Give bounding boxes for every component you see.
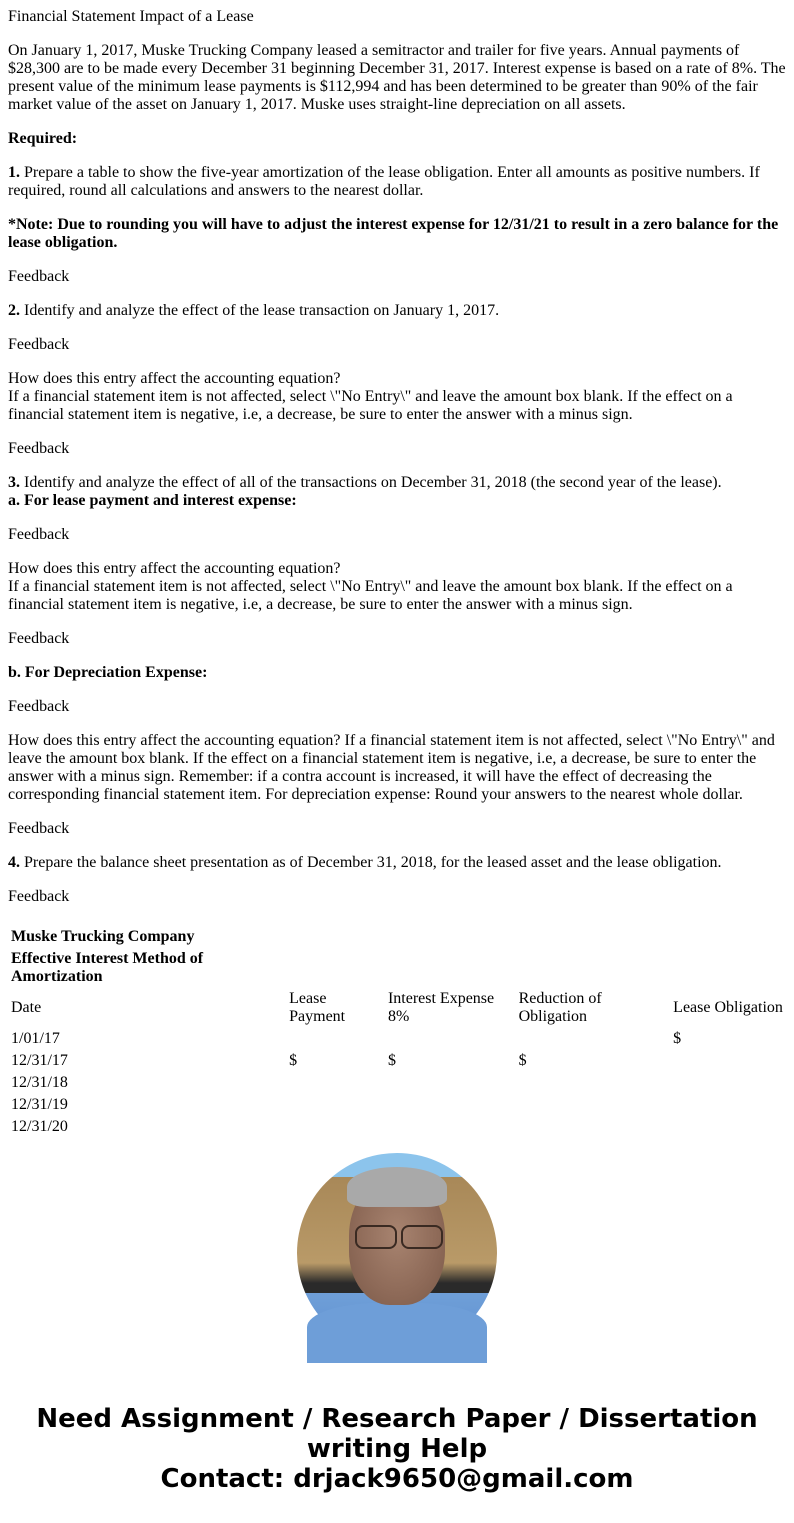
promo-footer — [0, 1404, 794, 1494]
lease-obligation-cell[interactable] — [672, 1051, 784, 1071]
reduction-cell[interactable] — [518, 1117, 671, 1137]
feedback-link[interactable]: Feedback — [8, 268, 70, 285]
equation-instructions: If a financial statement item is not affected, select \"No Entry\" and leave the amount box blank. If the effect on a financial statement item is negative, i.e, a decrease, be sure to enter the answer with a minus sign. — [8, 388, 733, 423]
feedback-link[interactable]: Feedback — [8, 888, 70, 905]
question-3 — [8, 474, 786, 510]
lease-payment-cell[interactable] — [288, 1029, 385, 1049]
feedback-link[interactable]: Feedback — [8, 820, 70, 837]
table-row — [10, 1051, 784, 1071]
lease-obligation-cell[interactable] — [672, 1095, 784, 1115]
lease-payment-cell[interactable] — [288, 1117, 385, 1137]
feedback-link[interactable]: Feedback — [8, 440, 70, 457]
table-row — [10, 1073, 784, 1093]
lease-obligation-cell[interactable]: $ — [673, 1030, 682, 1047]
amortization-table — [8, 925, 786, 1139]
feedback-link[interactable]: Feedback — [8, 336, 70, 353]
row-date: 1/01/17 — [11, 1030, 60, 1047]
problem-intro: On January 1, 2017, Muske Trucking Company leased a semitractor and trailer for five years. Annual payments of $28,300 are to be made every December 31 beginning December 31, 2017. Interest expense is based on a rate of 8%. The present value of the minimum lease payments is $112,994 and has been determined to be greater than 90% of the fair market value of the asset on January 1, 2017. Muske uses straight-line depreciation on all assets. — [8, 42, 786, 113]
table-row — [10, 1029, 784, 1049]
table-subtitle: Effective Interest Method of Amortization — [11, 950, 204, 985]
depreciation-instructions: How does this entry affect the accounting equation? If a financial statement item is not affected, select \"No Entry\" and leave the amount box blank. If the effect on a financial statement item is negative, i.e, a decrease, be sure to enter the answer with a minus sign. Remember: if a contra account is increased, it will have the effect of decreasing the corresponding financial statement item. For depreciation expense: Round your answers to the nearest whole dollar. — [8, 732, 775, 803]
glasses-icon — [355, 1225, 397, 1249]
question-2-text: Identify and analyze the effect of the lease transaction on January 1, 2017. — [20, 302, 500, 319]
document-body — [8, 8, 786, 922]
lease-payment-cell[interactable] — [288, 1073, 385, 1093]
reduction-cell[interactable] — [518, 1095, 671, 1115]
question-4-number: 4. — [8, 854, 20, 871]
table-header-row — [10, 989, 784, 1027]
equation-instructions: If a financial statement item is not affected, select \"No Entry\" and leave the amount box blank. If the effect on a financial statement item is negative, i.e, a decrease, be sure to enter the answer with a minus sign. — [8, 578, 733, 613]
question-2-number: 2. — [8, 302, 20, 319]
table-company-name: Muske Trucking Company — [11, 928, 195, 945]
feedback-link[interactable]: Feedback — [8, 630, 70, 647]
table-row — [10, 1117, 784, 1137]
question-1-text: Prepare a table to show the five-year amortization of the lease obligation. Enter all amounts as positive numbers. If required, round all calculations and answers to the nearest dollar. — [8, 164, 760, 199]
rounding-note: *Note: Due to rounding you will have to adjust the interest expense for 12/31/21 to result in a zero balance for the lease obligation. — [8, 216, 779, 251]
lease-obligation-cell[interactable] — [672, 1073, 784, 1093]
row-date: 12/31/18 — [11, 1074, 68, 1091]
feedback-link[interactable]: Feedback — [8, 526, 70, 543]
lease-payment-cell[interactable]: $ — [289, 1052, 298, 1069]
lease-obligation-cell[interactable] — [672, 1117, 784, 1137]
question-1 — [8, 164, 786, 200]
reduction-cell[interactable] — [518, 1073, 671, 1093]
interest-expense-cell[interactable] — [387, 1029, 516, 1049]
question-1-number: 1. — [8, 164, 20, 181]
question-2 — [8, 302, 786, 320]
feedback-link[interactable]: Feedback — [8, 698, 70, 715]
interest-expense-cell[interactable] — [387, 1117, 516, 1137]
reduction-cell[interactable]: $ — [518, 1052, 527, 1069]
glasses-icon — [401, 1225, 443, 1249]
question-3-text: Identify and analyze the effect of all of the transactions on December 31, 2018 (the second year of the lease). — [20, 474, 722, 491]
header-interest-expense: Interest Expense 8% — [387, 990, 495, 1025]
lease-payment-cell[interactable] — [288, 1095, 385, 1115]
photo-hair — [347, 1167, 447, 1207]
interest-expense-cell[interactable]: $ — [387, 1052, 396, 1069]
question-3a-label: a. For lease payment and interest expense: — [8, 492, 297, 509]
question-4 — [8, 854, 786, 872]
header-lease-obligation: Lease Obligation — [673, 999, 783, 1016]
row-date: 12/31/19 — [11, 1096, 68, 1113]
author-photo — [297, 1153, 497, 1353]
document-title: Financial Statement Impact of a Lease — [8, 8, 254, 25]
interest-expense-cell[interactable] — [387, 1073, 516, 1093]
promo-line-2: writing Help — [306, 1434, 488, 1464]
promo-contact[interactable]: Contact: drjack9650@gmail.com — [160, 1464, 634, 1494]
table-row — [10, 1095, 784, 1115]
row-date: 12/31/17 — [11, 1052, 68, 1069]
equation-block — [8, 370, 786, 424]
promo-line-1: Need Assignment / Research Paper / Dissertation — [36, 1404, 758, 1434]
header-date: Date — [11, 999, 42, 1016]
header-lease-payment: Lease Payment — [289, 990, 346, 1025]
amortization-table-container — [8, 925, 786, 1135]
header-reduction-of-obligation: Reduction of Obligation — [518, 990, 602, 1025]
question-3-number: 3. — [8, 474, 20, 491]
equation-question: How does this entry affect the accounting equation? — [8, 560, 341, 577]
equation-block — [8, 560, 786, 614]
question-3b-label: b. For Depreciation Expense: — [8, 664, 208, 681]
required-label: Required: — [8, 130, 78, 147]
question-4-text: Prepare the balance sheet presentation as of December 31, 2018, for the leased asset and the lease obligation. — [20, 854, 722, 871]
photo-shirt — [307, 1303, 487, 1363]
row-date: 12/31/20 — [11, 1118, 68, 1135]
interest-expense-cell[interactable] — [387, 1095, 516, 1115]
equation-question: How does this entry affect the accounting equation? — [8, 370, 341, 387]
reduction-cell[interactable] — [518, 1029, 671, 1049]
